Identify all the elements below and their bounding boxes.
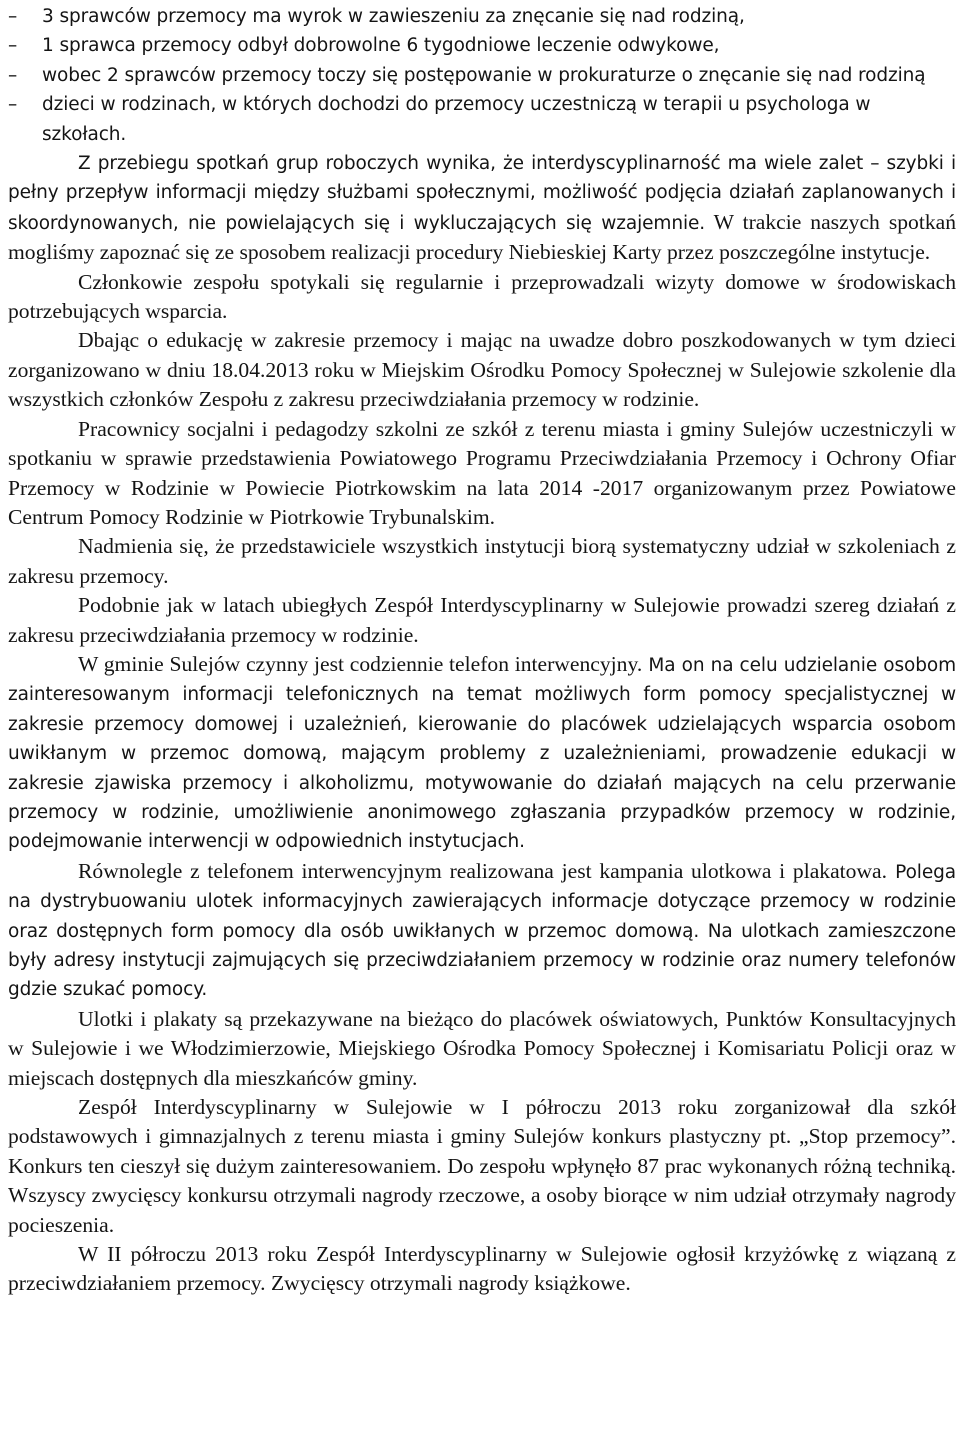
paragraph-training: Dbając o edukację w zakresie przemocy i mając na uwadze dobro poszkodowanych w tym dzieci zorganizowano w dniu 18.04.2013 roku w Miejskim Ośrodku Pomocy Społecznej w Sulejowie szkolenie dla wszystkich członków Zespołu z zakresu przeciwdziałania przemocy w rodzinie. bbox=[8, 328, 956, 412]
paragraph-helpline bbox=[8, 650, 956, 857]
dash-bullet: – bbox=[8, 94, 18, 116]
paragraph-home-visits: Członkowie zespołu spotykali się regularnie i przeprowadzali wizyty domowe w środowiskach potrzebujących wsparcia. bbox=[8, 269, 956, 324]
paragraph-institutions: Nadmienia się, że przedstawiciele wszystkich instytucji biorą systematyczny udział w szkoleniach z zakresu przemocy. bbox=[8, 534, 956, 588]
list-item bbox=[8, 31, 956, 60]
list-item-text: 1 sprawca przemocy odbył dobrowolne 6 tygodniowe leczenie odwykowe, bbox=[42, 35, 720, 57]
paragraph-text-serif: W gminie Sulejów czynny jest codziennie telefon interwencyjny. bbox=[78, 651, 643, 676]
list-item-text: wobec 2 sprawców przemocy toczy się postępowanie w prokuraturze o znęcanie się nad rodziną bbox=[42, 64, 926, 86]
list-item-text: 3 sprawców przemocy ma wyrok w zawieszeniu za znęcanie się nad rodziną, bbox=[42, 6, 745, 27]
dash-bullet: – bbox=[8, 64, 18, 86]
paragraph-text-sans: Polega na dystrybuowaniu ulotek informacyjnych zawierających informacje dotyczące przemocy w rodzinie oraz dostępnych form pomocy dla osób uwikłanych w przemoc domową. Na ulotkach zamieszczone były adresy instytucji zajmujących się przeciwdziałaniem przemocy w rodzinie oraz numery telefonów gdzie szukać pomocy. bbox=[8, 861, 956, 1001]
paragraph-art-contest: Zespół Interdyscyplinarny w Sulejowie w I półroczu 2013 roku zorganizował dla szkół podstawowych i gimnazjalnych z terenu miasta i gminy Sulejów konkurs plastyczny pt. „Stop przemocy”. Konkurs ten cieszył się dużym zainteresowaniem. Do zespołu wpłynęło 87 prac wykonanych różną techniką. Wszyscy zwycięscy konkursu otrzymali nagrody rzeczowe, a osoby biorące w nim udział otrzymały nagrody pocieszenia. bbox=[8, 1095, 956, 1237]
paragraph-distribution: Ulotki i plakaty są przekazywane na bieżąco do placówek oświatowych, Punktów Konsultacyjnych w Sulejowie i we Włodzimierzowie, Miejskiego Ośrodka Pomocy Społecznej i Komisariatu Policji oraz w miejscach dostępnych dla mieszkańców gminy. bbox=[8, 1006, 956, 1090]
paragraph-text-sans: Z przebiegu spotkań grup roboczych wynika, że interdyscyplinarność ma wiele zalet – szybki i pełny przepływ informacji między służbami społecznymi, możliwość podjęcia działań zaplanowanych i skoordynowanych, nie powielających się i wykluczających się wzajemnie. bbox=[8, 153, 956, 234]
paragraph-text-serif: W trakcie naszych spotkań mogliśmy zapoznać się ze sposobem realizacji procedury Niebieskiej Karty przez poszczególne instytucje. bbox=[8, 209, 956, 265]
paragraph-text-sans: Ma on na celu udzielanie osobom zainteresowanym informacji telefonicznych na temat możliwych form pomocy specjalistycznej w zakresie przemocy domowej i uzależnień, kierowanie do placówek udzielających wsparcia osobom uwikłanym w przemoc domową, mającym problemy z uzależnieniami, prowadzenie edukacji w zakresie zjawiska przemocy i alkoholizmu, motywowanie do działań mających na celu przerwanie przemocy w rodzinie, umożliwienie anonimowego zgłaszania przypadków przemocy w rodzinie, podejmowanie interwencji w odpowiednich instytucjach. bbox=[8, 654, 956, 853]
list-item bbox=[8, 2, 956, 31]
bullet-list bbox=[8, 0, 956, 149]
dash-bullet: – bbox=[8, 6, 18, 27]
list-item bbox=[8, 61, 956, 90]
paragraph-actions: Podobnie jak w latach ubiegłych Zespół Interdyscyplinarny w Sulejowie prowadzi szereg działań z zakresu przeciwdziałania przemocy w rodzinie. bbox=[8, 593, 956, 647]
paragraph-crossword: W II półroczu 2013 roku Zespół Interdyscyplinarny w Sulejowie ogłosił krzyżówkę z wiązaną z przeciwdziałaniem przemocy. Zwycięscy otrzymali nagrody książkowe. bbox=[8, 1242, 956, 1296]
paragraph-program-meeting: Pracownicy socjalni i pedagodzy szkolni ze szkół z terenu miasta i gminy Sulejów uczestniczyli w spotkaniu w sprawie przedstawienia Powiatowego Programu Przeciwdziałania Przemocy i Ochrony Ofiar Przemocy w Rodzinie w Powiecie Piotrkowskim na lata 2014 -2017 organizowanym przez Powiatowe Centrum Pomocy Rodzinie w Piotrkowie Trybunalskim. bbox=[8, 416, 956, 529]
paragraph-leaflet-campaign bbox=[8, 857, 956, 1005]
list-item-text: dzieci w rodzinach, w których dochodzi do przemocy uczestniczą w terapii u psychologa w szkołach. bbox=[42, 94, 871, 145]
dash-bullet: – bbox=[8, 35, 18, 57]
paragraph-interdisciplinarity bbox=[8, 149, 956, 268]
paragraph-text-serif: Równolegle z telefonem interwencyjnym realizowana jest kampania ulotkowa i plakatowa. bbox=[78, 858, 888, 883]
list-item bbox=[8, 90, 956, 149]
